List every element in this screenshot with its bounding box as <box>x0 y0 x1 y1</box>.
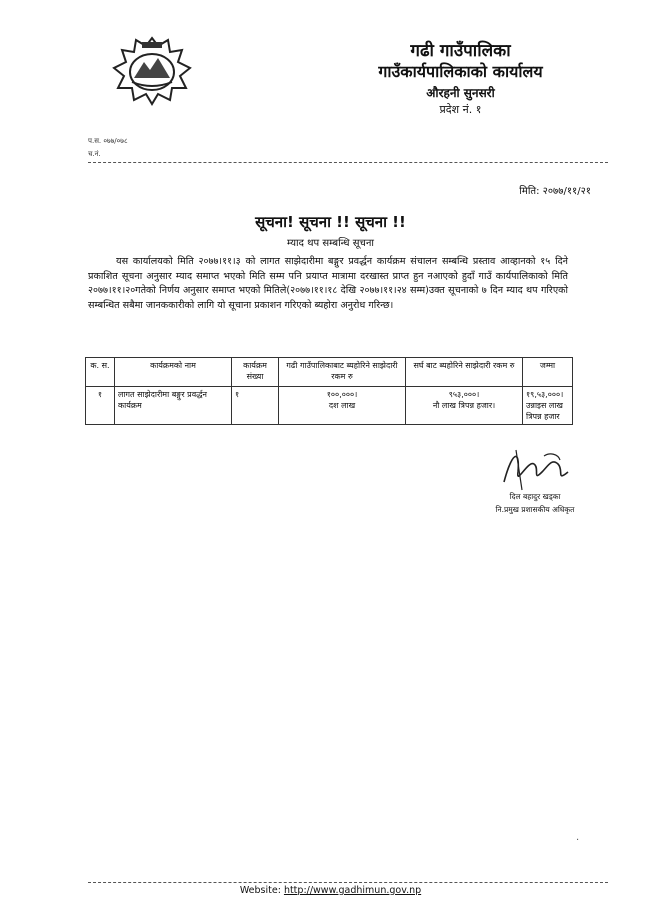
footer <box>0 885 661 896</box>
office-address: औरहनी सुनसरी <box>426 86 495 100</box>
cell-total <box>523 387 573 425</box>
header-gapa-amount: गढी गाउँपालिकाबाट ब्यहोरिने साझेदारी रकम रु <box>279 358 406 387</box>
total-amount-figure: १९,५३,०००। <box>526 390 564 399</box>
municipality-name: गढी गाउँपालिका <box>410 41 511 61</box>
reference-number: प.स. ०७७/०७८ <box>88 137 128 145</box>
notice-body <box>88 255 568 313</box>
province-number: प्रदेश नं. १ <box>439 103 482 116</box>
scan-mark: · <box>576 835 580 846</box>
program-table <box>85 357 573 425</box>
notice-headline: सूचना! सूचना !! सूचना !! <box>255 213 406 231</box>
cell-sangh-amount <box>406 387 523 425</box>
header-sangh-amount: सर्घ बाट ब्यहोरिने साझेदारी रकम रु <box>406 358 523 387</box>
dispatch-number: च.नं. <box>88 150 101 158</box>
header-program-count: कार्यक्रम संख्या <box>232 358 279 387</box>
handwritten-signature <box>498 442 578 494</box>
table-row <box>86 387 573 425</box>
sangh-amount-words: नौ लाख त्रिपन्न हजार। <box>432 401 496 410</box>
gapa-amount-figure: १००,०००। <box>326 390 358 399</box>
office-name: गाउँकार्यपालिकाको कार्यालय <box>378 62 543 81</box>
notice-paragraph: यस कार्यालयको मिति २०७७।११।३ को लागत साझेदारीमा बङ्गुर प्रवर्द्धन कार्यक्रम संचालन सम्बन्धि प्रस्ताव आव्हानको १५ दिने प्रकाशित सूचना अनुसार म्याद समाप्त भएको मिति सम्म पनि प्रयाप्त मात्रामा दरखास्त प्राप्त हुन नआएको हुदाँ गाउँ कार्यपालिकाको मिति २०७७।११।२०गतेको निर्णय अनुसार समाप्त भएको मितिले(२०७७।११।१८ देखि २०७७।११।२४ सम्म)उक्त सूचनाको ७ दिन म्याद थप गरिएको सम्बन्धित सबैमा जानककारीको लागि यो सूचाना प्रकाशन गरिएको ब्यहोरा अनुरोध गरिन्छ। <box>88 256 568 311</box>
signatory-name: दिल बहादुर खड्का <box>509 492 561 501</box>
cell-program-name: लागत साझेदारीमा बङ्गुर प्रवर्द्धन कार्यक्रम <box>115 387 232 425</box>
notice-date: मिति: २०७७/११/२१ <box>519 186 591 197</box>
gapa-amount-words: दश लाख <box>328 401 356 410</box>
cell-sn: १ <box>86 387 115 425</box>
total-amount-words: उन्नाइस लाख त्रिपन्न हजार <box>526 401 563 421</box>
website-link[interactable]: http://www.gadhimun.gov.np <box>283 885 422 896</box>
header-divider <box>88 162 608 163</box>
website-label: Website: <box>239 885 281 896</box>
cell-gapa-amount <box>279 387 406 425</box>
header-sn: क. स. <box>86 358 115 387</box>
cell-program-count: १ <box>232 387 279 425</box>
notice-subject: म्याद थप सम्बन्धि सूचना <box>286 238 375 249</box>
header-total: जम्मा <box>523 358 573 387</box>
header-program-name: कार्यक्रमको नाम <box>115 358 232 387</box>
sangh-amount-figure: ९५३,०००। <box>448 390 480 399</box>
signatory-title: नि.प्रमुख प्रशासकीय अधिकृत <box>495 505 575 514</box>
table-header-row <box>86 358 573 387</box>
footer-divider <box>88 882 608 883</box>
